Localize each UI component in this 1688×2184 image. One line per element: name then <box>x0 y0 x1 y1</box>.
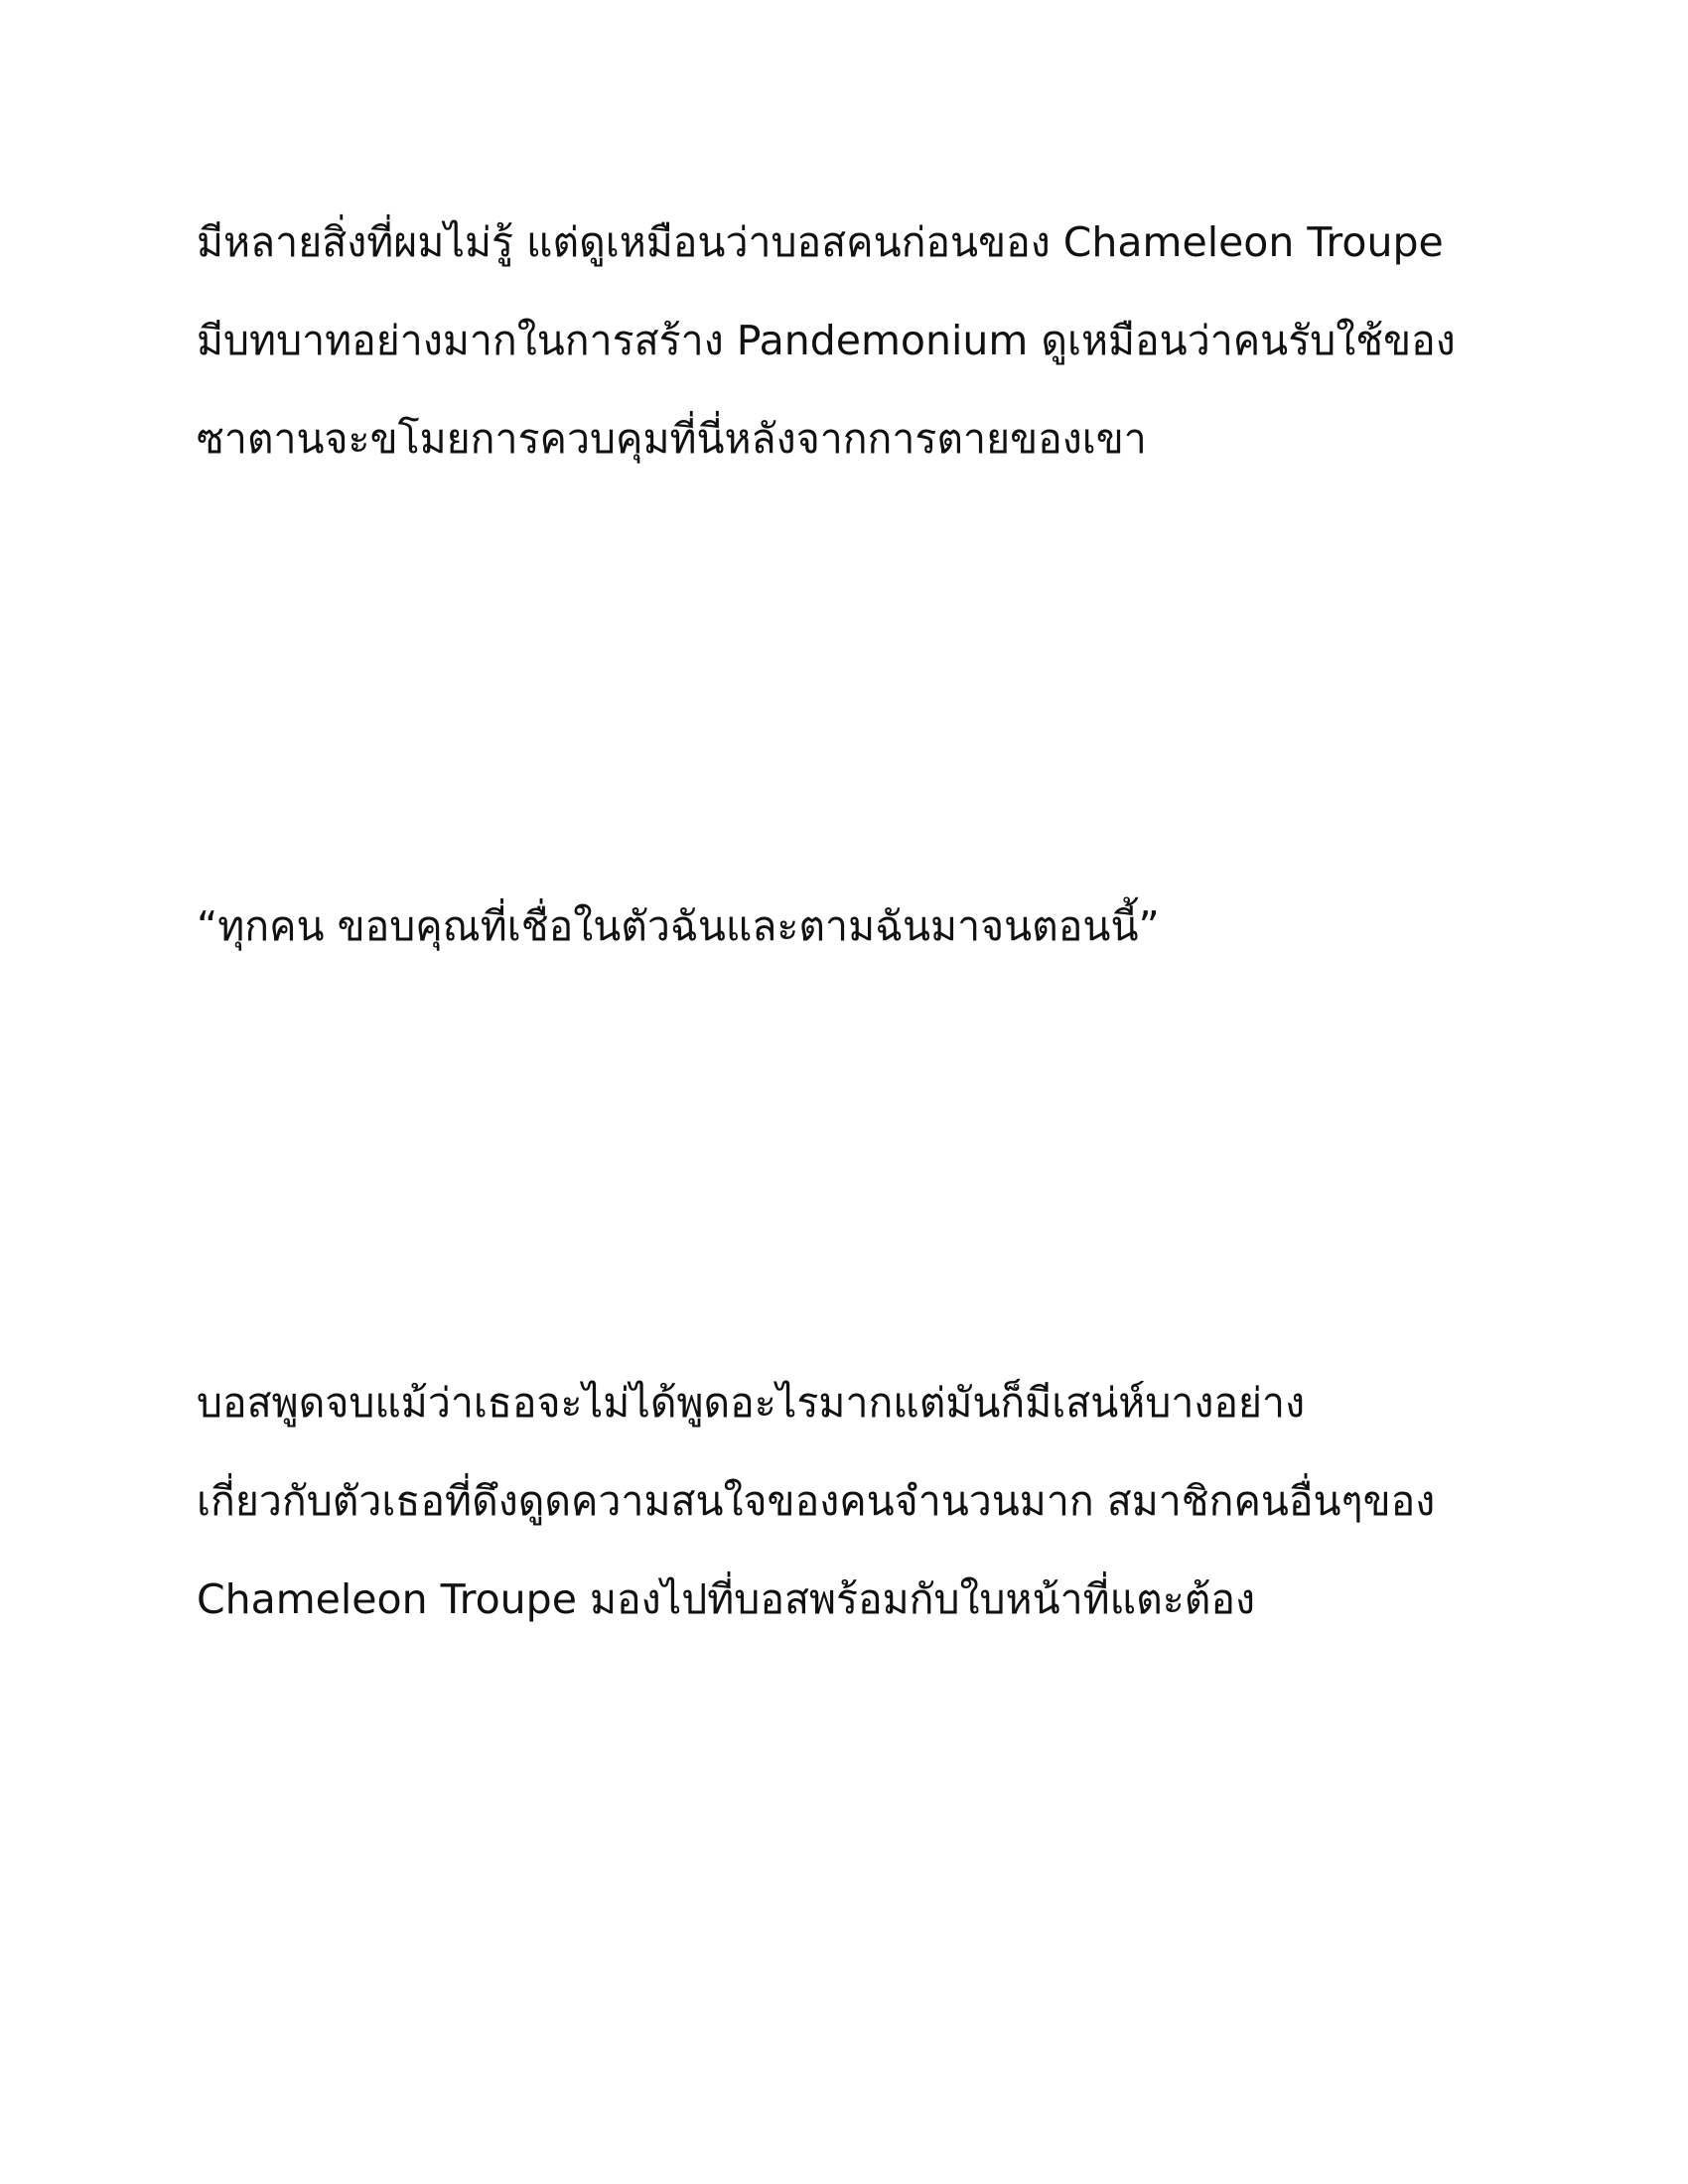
text-line: “ทุกคน ขอบคุณที่เชื่อในตัวฉันและตามฉันมาจนตอนนี้” <box>197 902 1160 950</box>
text-line: บอสพูดจบแม้ว่าเธอจะไม่ได้พูดอะไรมากแต่มันก็มีเสน่ห์บางอย่าง <box>197 1379 1306 1427</box>
text-line: Chameleon Troupe มองไปที่บอสพร้อมกับใบหน้าที่แตะต้อง <box>197 1575 1255 1623</box>
paragraph-3 <box>197 1354 1487 1649</box>
text-line: เกี่ยวกับตัวเธอที่ดึงดูดความสนใจของคนจำนวนมาก สมาชิกคนอื่นๆของ <box>197 1477 1436 1525</box>
text-line: ซาตานจะขโมยการควบคุมที่นี่หลังจากการตายของเขา <box>197 415 1147 463</box>
text-line: มีบทบาทอย่างมากในการสร้าง Pandemonium ดูเหมือนว่าคนรับใช้ของ <box>197 317 1456 364</box>
paragraph-1 <box>197 194 1487 488</box>
text-line: มีหลายสิ่งที่ผมไม่รู้ แต่ดูเหมือนว่าบอสคนก่อนของ Chameleon Troupe <box>197 218 1444 266</box>
paragraph-2 <box>197 878 1487 976</box>
